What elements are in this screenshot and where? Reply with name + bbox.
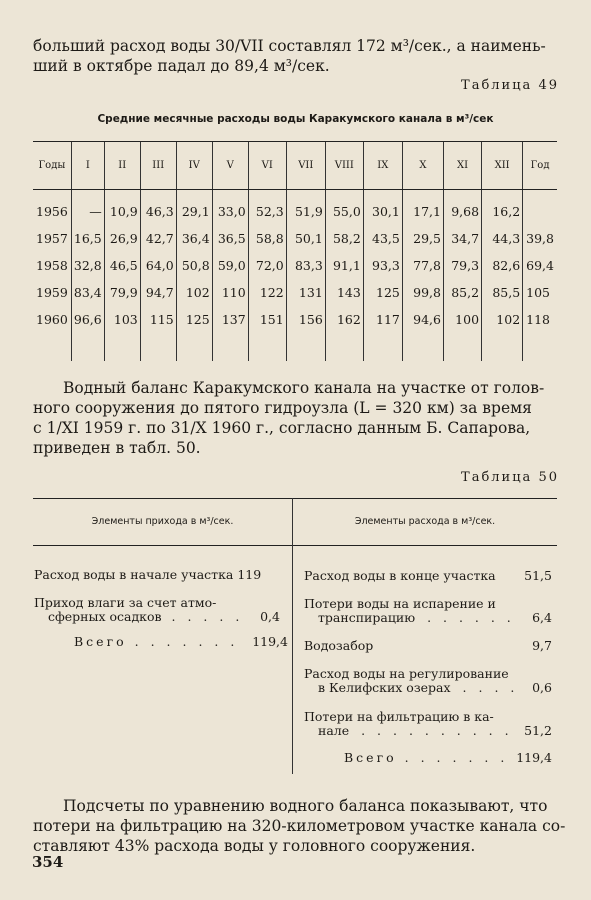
table-49-value-cell: 79,9	[104, 279, 140, 306]
table-49-row	[33, 279, 557, 306]
intro-line-1: больший расход воды 30/VII составлял 172 м³/сек., а наимень-	[33, 37, 546, 55]
income-header: Элементы прихода в м³/сек.	[91, 516, 234, 527]
table-49-value-cell: 50,8	[176, 252, 212, 279]
table-49-spacer-cell	[363, 333, 402, 361]
table-49-value-cell: 102	[176, 279, 212, 306]
table-49-spacer-cell	[71, 190, 104, 199]
table-49-value-cell: 29,5	[402, 225, 443, 252]
table-49-value-cell: 85,5	[482, 279, 523, 306]
table-49-value-cell: 50,1	[286, 225, 325, 252]
table-49-year-cell: 1957	[36, 231, 68, 246]
table-49-spacer-cell	[444, 190, 482, 199]
final-paragraph	[33, 796, 566, 856]
outgo-row-water-intake: Водозабор 9,7	[304, 638, 552, 653]
outgo-row-regulation: Расход воды на регулирование в Келифских озерах . . . . 0,6	[304, 666, 552, 695]
table-49-spacer-cell	[286, 190, 325, 199]
table-49-value-cell: 36,5	[212, 225, 248, 252]
outgo-row-total: Всего . . . . . . . 119,4	[344, 750, 552, 765]
table-49-spacer-cell	[248, 190, 286, 199]
table-49-header-cell: VI	[248, 142, 286, 190]
table-49-header-cell: VIII	[325, 142, 363, 190]
table-49-value-cell: 46,5	[104, 252, 140, 279]
table-49-value-cell: 156	[286, 306, 325, 333]
table-49-header-cell: XI	[444, 142, 482, 190]
table-49-value-cell: 59,0	[212, 252, 248, 279]
table-49-value-cell: 103	[104, 306, 140, 333]
income-row-precipitation: Приход влаги за счет атмо- сферных осадков . . . . . 0,4	[34, 595, 280, 624]
table-49-value-cell: 143	[325, 279, 363, 306]
table-49-value-cell: 91,1	[325, 252, 363, 279]
table-49-value-cell: 39,8	[523, 225, 557, 252]
table-49-spacer-cell	[212, 333, 248, 361]
table-49-value-cell: 82,6	[482, 252, 523, 279]
table-49-value-cell: 93,3	[363, 252, 402, 279]
table-49-spacer-cell	[71, 333, 104, 361]
table-49-value-cell: 42,7	[140, 225, 176, 252]
table-49-value-cell: 96,6	[71, 306, 104, 333]
table-49-value-cell: 85,2	[444, 279, 482, 306]
table-49	[33, 141, 557, 361]
table-49-spacer-cell	[286, 333, 325, 361]
table-49-spacer-cell	[212, 190, 248, 199]
table-49-value-cell: 125	[176, 306, 212, 333]
table-49-row	[33, 225, 557, 252]
table-49-end-spacer-row	[33, 333, 557, 361]
intro-paragraph	[33, 36, 558, 76]
page-number: 354	[32, 853, 64, 871]
table-49-value-cell: 16,5	[71, 225, 104, 252]
balance-line-4: приведен в табл. 50.	[33, 439, 201, 457]
income-row-start-flow: Расход воды в начале участка 119	[34, 567, 262, 582]
table-49-value-cell: 83,4	[71, 279, 104, 306]
table-49-value-cell: 29,1	[176, 198, 212, 225]
table-49-header-cell: Годы	[33, 142, 71, 190]
table-49-value-cell: 46,3	[140, 198, 176, 225]
table-49-spacer-cell	[402, 333, 443, 361]
table-49-value-cell: 33,0	[212, 198, 248, 225]
table-49-value-cell: 52,3	[248, 198, 286, 225]
table-49-spacer-cell	[33, 190, 71, 199]
table-49-value-cell: 58,8	[248, 225, 286, 252]
table-49-header-cell: VII	[286, 142, 325, 190]
table-49-header-cell: V	[212, 142, 248, 190]
table-49-row	[33, 252, 557, 279]
outgo-row-evaporation: Потери воды на испарение и транспирацию . . . . . . 6,4	[304, 596, 552, 625]
table-49-spacer-cell	[444, 333, 482, 361]
table-49-spacer-cell	[402, 190, 443, 199]
final-line-1: Подсчеты по уравнению водного баланса показывают, что	[63, 797, 548, 815]
table-49-value-cell: 9,68	[444, 198, 482, 225]
income-row-total: Всего . . . . . . . 119,4	[74, 634, 288, 649]
table-49-value-cell: 151	[248, 306, 286, 333]
outgo-row-end-flow: Расход воды в конце участка 51,5	[304, 568, 552, 583]
table-49-spacer-cell	[140, 333, 176, 361]
table-49-year-cell: 1958	[36, 258, 68, 273]
table-49-value-cell: 69,4	[523, 252, 557, 279]
table-49-value-cell: 32,8	[71, 252, 104, 279]
table-49-value-cell: 122	[248, 279, 286, 306]
table-49-value-cell: 117	[363, 306, 402, 333]
table-49-row	[33, 306, 557, 333]
table-49-value-cell: 79,3	[444, 252, 482, 279]
table-49-spacer-cell	[104, 333, 140, 361]
table-49-value-cell: 55,0	[325, 198, 363, 225]
table-49-value-cell: 17,1	[402, 198, 443, 225]
balance-line-1: Водный баланс Каракумского канала на участке от голов-	[63, 379, 545, 397]
balance-line-3: с 1/XI 1959 г. по 31/X 1960 г., согласно данным Б. Сапарова,	[33, 419, 531, 437]
final-line-3: ставляют 43% расхода воды у головного сооружения.	[33, 837, 476, 855]
table-49-year-cell: 1956	[36, 204, 68, 219]
table-49-value-cell: 102	[482, 306, 523, 333]
table-49-value-cell: 51,9	[286, 198, 325, 225]
table-49-value-cell: 10,9	[104, 198, 140, 225]
table-49-value-cell: 44,3	[482, 225, 523, 252]
table-49-spacer-cell	[140, 190, 176, 199]
table-49-value-cell: 105	[523, 279, 557, 306]
outgo-row-filtration: Потери на фильтрацию в ка- нале . . . . . . . . . . 51,2	[304, 709, 552, 738]
table-49-value-cell: 77,8	[402, 252, 443, 279]
table-49-spacer-cell	[33, 333, 71, 361]
table-49-spacer-cell	[176, 333, 212, 361]
table-49-caption: Таблица 49	[461, 78, 559, 93]
table-49-header-cell: I	[71, 142, 104, 190]
table-49-value-cell: 26,9	[104, 225, 140, 252]
table-49-value-cell: 43,5	[363, 225, 402, 252]
intro-line-2: ший в октябре падал до 89,4 м³/сек.	[33, 57, 330, 75]
table-49-spacer-cell	[325, 333, 363, 361]
table-49-value-cell: 16,2	[482, 198, 523, 225]
table-49-value-cell: 162	[325, 306, 363, 333]
table-49-spacer-cell	[482, 333, 523, 361]
table-49-header-cell: IX	[363, 142, 402, 190]
table-49-value-cell: 99,8	[402, 279, 443, 306]
table-49-spacer-cell	[523, 190, 557, 199]
table-49-value-cell	[523, 198, 557, 225]
table-49-value-cell: 125	[363, 279, 402, 306]
outgo-header: Элементы расхода в м³/сек.	[354, 516, 496, 527]
table-49-value-cell: 72,0	[248, 252, 286, 279]
table-49-value-cell: 100	[444, 306, 482, 333]
balance-line-2: ного сооружения до пятого гидроузла (L = 320 км) за время	[33, 399, 532, 417]
table-49-spacer-cell	[176, 190, 212, 199]
table-49-value-cell: —	[71, 198, 104, 225]
final-line-2: потери на фильтрацию на 320-километровом участке канала со-	[33, 817, 566, 835]
table-49-spacer-cell	[104, 190, 140, 199]
table-49-spacer-cell	[248, 333, 286, 361]
table-50-header-rule	[33, 545, 557, 546]
table-49-value-cell: 118	[523, 306, 557, 333]
table-49-title: Средние месячные расходы воды Каракумского канала в м³/сек	[97, 113, 494, 125]
table-49-value-cell: 131	[286, 279, 325, 306]
table-49-value-cell: 115	[140, 306, 176, 333]
table-50-caption: Таблица 50	[461, 470, 559, 485]
table-49-row	[33, 198, 557, 225]
table-49-spacer-cell	[363, 190, 402, 199]
table-49-value-cell: 94,6	[402, 306, 443, 333]
table-49-value-cell: 137	[212, 306, 248, 333]
table-49-header-cell: IV	[176, 142, 212, 190]
table-49-header-cell: II	[104, 142, 140, 190]
table-49-spacer-row	[33, 190, 557, 199]
table-49-value-cell: 36,4	[176, 225, 212, 252]
table-49-header-row	[33, 142, 557, 190]
table-49-value-cell: 30,1	[363, 198, 402, 225]
table-49-header-cell: Год	[523, 142, 557, 190]
table-49-header-cell: XII	[482, 142, 523, 190]
table-49-value-cell: 58,2	[325, 225, 363, 252]
table-49-value-cell: 34,7	[444, 225, 482, 252]
balance-paragraph	[33, 378, 558, 458]
table-49-year-cell: 1960	[36, 312, 68, 327]
table-49-spacer-cell	[482, 190, 523, 199]
table-49-value-cell: 110	[212, 279, 248, 306]
table-49-spacer-cell	[325, 190, 363, 199]
table-49-header-cell: III	[140, 142, 176, 190]
table-49-value-cell: 64,0	[140, 252, 176, 279]
table-49-value-cell: 94,7	[140, 279, 176, 306]
table-49-header-cell: X	[402, 142, 443, 190]
table-50	[33, 498, 557, 774]
table-49-spacer-cell	[523, 333, 557, 361]
table-49-year-cell: 1959	[36, 285, 68, 300]
table-49-value-cell: 83,3	[286, 252, 325, 279]
